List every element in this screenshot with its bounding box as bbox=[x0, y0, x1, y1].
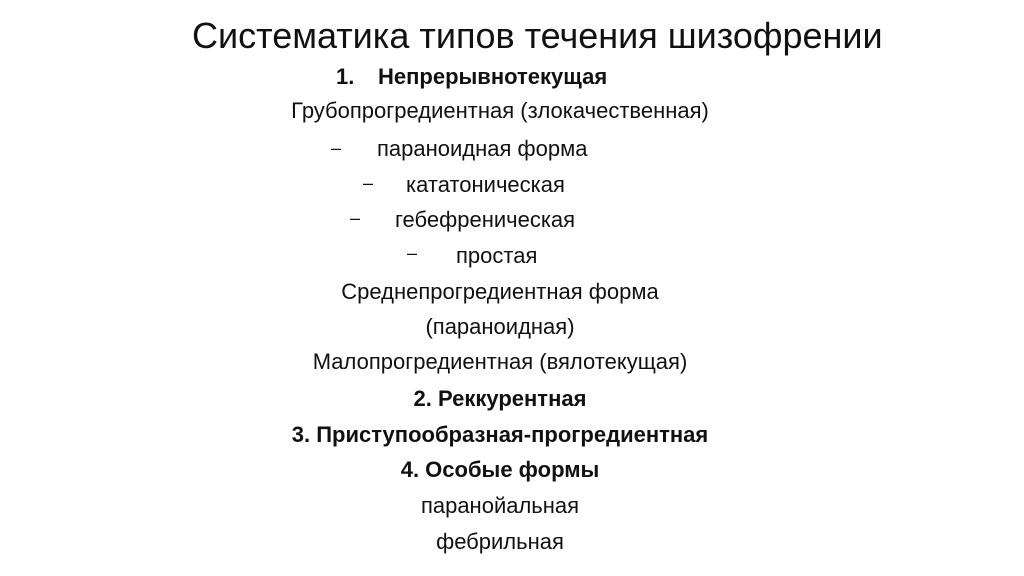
section-1-heading: Непрерывнотекущая bbox=[378, 64, 608, 89]
section-4-heading: 4. Особые формы bbox=[400, 457, 600, 482]
dash-bullet: – bbox=[331, 138, 342, 158]
form-hebephrenic: гебефреническая bbox=[395, 207, 576, 232]
section-3-heading: 3. Приступообразная-прогредиентная bbox=[291, 422, 709, 447]
dash-bullet: – bbox=[407, 243, 418, 263]
dash-bullet: – bbox=[350, 208, 361, 228]
sredne-progredient-line: Среднепрогредиентная форма bbox=[341, 279, 659, 304]
slide-title: Систематика типов течения шизофрении bbox=[192, 15, 883, 56]
sredne-paranoid-line: (параноидная) bbox=[425, 314, 575, 339]
special-form-febrile: фебрильная bbox=[436, 529, 564, 554]
grubo-progredient-line: Грубопрогредиентная (злокачественная) bbox=[291, 98, 709, 123]
special-form-paranoial: паранойальная bbox=[420, 493, 580, 518]
form-paranoid: параноидная форма bbox=[377, 136, 588, 161]
section-1-number: 1. bbox=[336, 64, 355, 89]
form-simple: простая bbox=[456, 243, 538, 268]
form-catatonic: кататоническая bbox=[406, 172, 565, 197]
dash-bullet: – bbox=[363, 173, 374, 193]
section-2-heading: 2. Реккурентная bbox=[413, 386, 587, 411]
malo-progredient-line: Малопрогредиентная (вялотекущая) bbox=[312, 349, 688, 374]
